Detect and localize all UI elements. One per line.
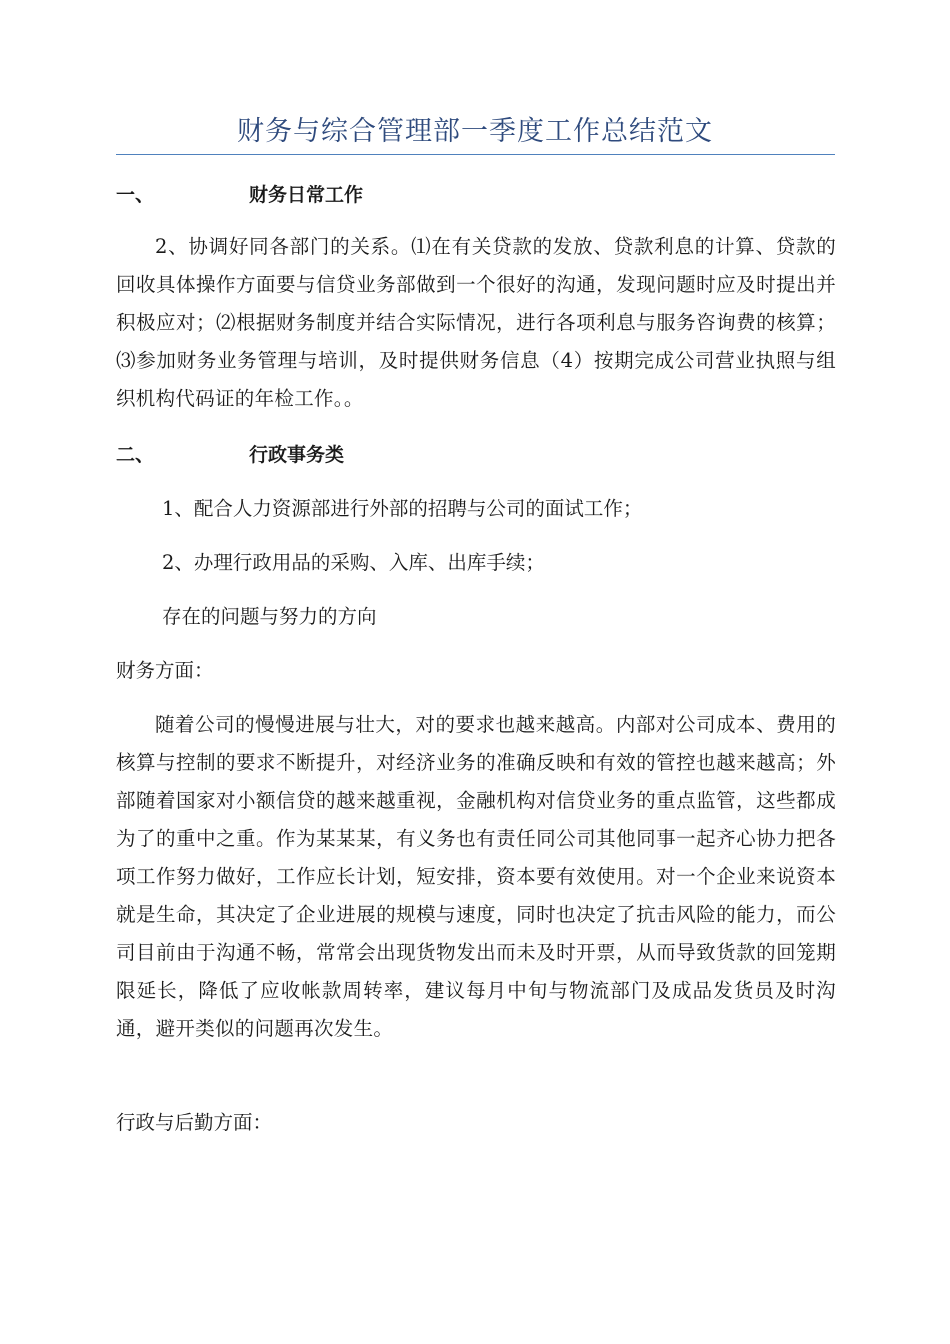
problems-heading: 存在的问题与努力的方向 [162,605,377,628]
title-underline [116,154,835,155]
section-2-number: 二、 [116,444,155,466]
section-2-heading [116,441,344,469]
finance-paragraph: 随着公司的慢慢进展与壮大，对的要求也越来越高。内部对公司成本、费用的核算与控制的要求不断提升，对经济业务的准确反映和有效的管控也越来越高；外部随着国家对小额信贷的越来越重视，金融机构对信贷业务的重点监管，这些都成为了的重中之重。作为某某某，有义务也有责任同公司其他同事一起齐心协力把各项工作努力做好，工作应长计划，短安排，资本要有效使用。对一个企业来说资本就是生命，其决定了企业进展的规模与速度，同时也决定了抗击风险的能力，而公司目前由于沟通不畅，常常会出现货物发出而未及时开票，从而导致货款的回笼期限延长，降低了应收帐款周转率，建议每月中旬与物流部门及成品发货员及时沟通，避开类似的问题再次发生。 [116,713,836,1040]
section-1-heading [116,181,363,209]
section-1-paragraph: 2、协调好同各部门的关系。⑴在有关贷款的发放、贷款利息的计算、贷款的回收具体操作方面要与信贷业务部做到一个很好的沟通，发现问题时应及时提出并积极应对；⑵根据财务制度并结合实际情况，进行各项利息与服务咨询费的核算；⑶参加财务业务管理与培训，及时提供财务信息（4）按期完成公司营业执照与组织机构代码证的年检工作。。 [116,235,836,410]
section-1-title: 财务日常工作 [249,184,364,206]
document-title: 财务与综合管理部一季度工作总结范文 [237,116,713,147]
section-2-item-1: 1、配合人力资源部进行外部的招聘与公司的面试工作； [162,497,643,520]
admin-label: 行政与后勤方面： [116,1111,273,1134]
section-1-number: 一、 [116,184,155,206]
section-2-title: 行政事务类 [249,444,345,466]
section-2-item-2: 2、办理行政用品的采购、入库、出库手续； [162,551,545,574]
finance-label: 财务方面： [116,659,214,682]
